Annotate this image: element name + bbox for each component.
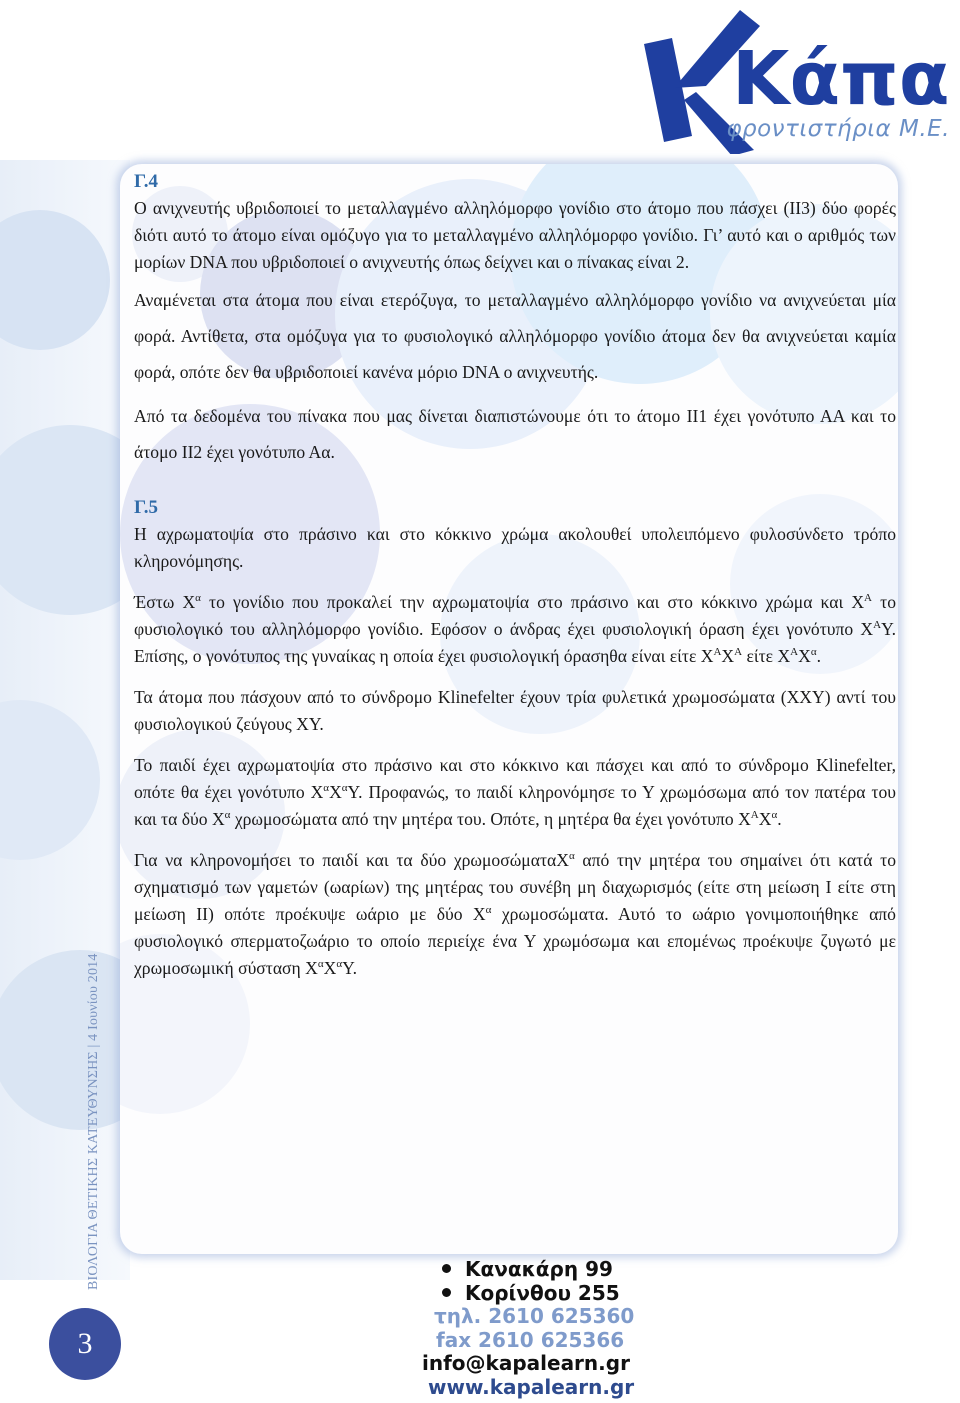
logo-subtitle: φροντιστήρια Μ.Ε. (726, 116, 950, 142)
page-number (49, 1308, 121, 1380)
address-line-2: Κορίνθου 255 (420, 1282, 670, 1306)
contact-block (420, 1258, 670, 1399)
left-decoration (0, 160, 130, 1280)
address-line-1: Κανακάρη 99 (420, 1258, 670, 1282)
section-title-g5: Γ.5 (134, 497, 159, 518)
paragraph: Για να κληρονομήσει το παιδί και τα δύο χρωμοσώματαΧ$^\alpha$ από την μητέρα του σημαίνει ότι κατά το σχηματισμό των γαμετών (ωαρίων) της μητέρας του συνέβη μη διαχωρισμός (είτε στη μείωση Ι είτε στη μείωση ΙΙ) οπότε προέκυψε ωάριο με δύο $X^\alpha$ χρωμοσώματα. Αυτό το ωάριο γονιμοποιήθηκε από φυσιολογικό σπερματοζωάριο το οποίο περιείχε ένα Υ χρωμόσωμα και επομένως προέκυψε ζυγωτό με χρωμοσωμική σύσταση $X^\alpha X^\alpha\Upsilon$. (134, 850, 896, 978)
side-header-text: ΒΙΟΛΟΓΙΑ ΘΕΤΙΚΗΣ ΚΑΤΕΥΘΥΝΣΗΣ | 4 Ιουνίου 2014 (86, 953, 101, 1290)
kapa-logo (636, 4, 956, 154)
paragraph: Το παιδί έχει αχρωματοψία στο πράσινο και στο κόκκινο και πάσχει και από το σύνδρομο Klinefelter, οπότε θα έχει γονότυπο $X^\alpha X^\alpha\Upsilon$. Προφανώς, το παιδί κληρονόμησε το Υ χρωμόσωμα από τον πατέρα του και τα δύο $X^\alpha$ χρωμοσώματα από την μητέρα του. Οπότε, η μητέρα θα έχει γονότυπο $X^AX^\alpha$. (134, 755, 896, 829)
paragraph: Η αχρωματοψία στο πράσινο και στο κόκκινο χρώμα ακολουθεί υπολειπόμενο φυλοσύνδετο τρόπο κληρονόμησης. (134, 524, 896, 571)
paragraph: Έστω $X^\alpha$ το γονίδιο που προκαλεί την αχρωματοψία στο πράσινο και στο κόκκινο χρώμα και $X^A$ το φυσιολογικό του αλληλόμορφο γονίδιο. Εφόσον ο άνδρας έχει φυσιολογική όραση έχει γονότυπο $X^A\Upsilon$. Επίσης, ο γονότυπος της γυναίκας η οποία έχει φυσιολογική όρασηθα είναι είτε $X^AX^A$ είτε $X^AX^\alpha$. (134, 592, 896, 666)
paragraph: Ο ανιχνευτής υβριδοποιεί το μεταλλαγμένο αλληλόμορφο γονίδιο στο άτομο που πάσχει (ΙΙ3) δύο φορές διότι αυτό το άτομο είναι ομόζυγο για το μεταλλαγμένο αλληλόμορφο γονίδιο. Γι’ αυτό και ο αριθμός των μορίων DNA που υβριδοποιεί ο ανιχνευτής όπως δείχνει και ο πίνακας είναι 2. (134, 198, 896, 272)
document-body (134, 168, 896, 982)
bullet-icon (442, 1288, 451, 1297)
website-link[interactable]: www.kapalearn.gr (428, 1374, 635, 1399)
bullet-icon (442, 1264, 451, 1273)
section-title-g4: Γ.4 (134, 171, 159, 192)
fax-line: fax 2610 625366 (436, 1327, 625, 1352)
paragraph: Αναμένεται στα άτομα που είναι ετερόζυγα, το μεταλλαγμένο αλληλόμορφο γονίδιο να ανιχνεύεται μία φορά. Αντίθετα, στα ομόζυγα για το φυσιολογικό αλληλόμορφο γονίδιο άτομα δεν θα ανιχνεύεται καμία φορά, οπότε δεν θα υβριδοποιεί κανένα μόριο DNA ο ανιχνευτής. (134, 290, 896, 382)
paragraph: Τα άτομα που πάσχουν από το σύνδρομο Klinefelter έχουν τρία φυλετικά χρωμοσώματα (ΧΧΥ) αντί του φυσιολογικού ζεύγους ΧΥ. (134, 687, 896, 734)
phone-line: τηλ. 2610 625360 (434, 1304, 635, 1328)
logo-wordmark: Κάπα (732, 36, 950, 122)
email-link[interactable]: info@kapalearn.gr (422, 1351, 630, 1375)
paragraph: Από τα δεδομένα του πίνακα που μας δίνεται διαπιστώνουμε ότι το άτομο ΙΙ1 έχει γονότυπο ΑΑ και το άτομο ΙΙ2 έχει γονότυπο Αα. (134, 406, 896, 462)
page-number-label: 3 (77, 1327, 93, 1360)
